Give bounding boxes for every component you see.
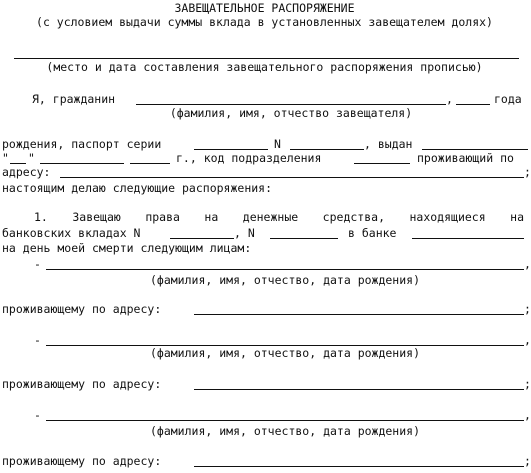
issued-label: , выдан (364, 137, 413, 151)
bank-name-field[interactable] (412, 238, 524, 239)
heir-1-semicolon: ; (524, 302, 531, 316)
account-1-field[interactable] (170, 238, 234, 239)
heir-1-caption: (фамилия, имя, отчество, дата рождения) (149, 273, 421, 287)
issued-by-field[interactable] (422, 149, 528, 150)
heir-2-caption: (фамилия, имя, отчество, дата рождения) (149, 346, 421, 360)
testator-name-field[interactable] (136, 104, 446, 105)
issue-day-field[interactable] (10, 163, 26, 164)
clause-1-line-1: 1. Завещаю права на денежные средства, находящиеся на (34, 210, 524, 224)
citizen-label: Я, гражданин (32, 92, 116, 106)
heir-3-dash: - (34, 408, 41, 422)
declaration-line: настоящим делаю следующие распоряжения: (2, 181, 273, 195)
passport-number-field[interactable] (290, 149, 364, 150)
heir-2-comma: , (524, 333, 531, 347)
heir-1-name-field[interactable] (46, 269, 524, 270)
clause-1-accounts-label: банковских вкладах N (2, 226, 141, 240)
year-and-code-label: г., код подразделения (176, 151, 322, 165)
clause-1-second-account: , N (234, 226, 255, 240)
residing-label: проживающий по (417, 151, 514, 165)
place-date-caption: (место и дата составления завещательного распоряжения прописью) (46, 60, 483, 74)
comma: , (446, 92, 453, 106)
birth-year-field[interactable] (456, 104, 490, 105)
heir-3-semicolon: ; (524, 454, 531, 468)
heir-1-address-field[interactable] (194, 314, 524, 315)
document-subtitle: (с условием выдачи суммы вклада в установленных завещателем долях) (36, 15, 493, 29)
heir-3-name-field[interactable] (46, 420, 524, 421)
clause-1-line-3: на день моей смерти следующим лицам: (2, 241, 252, 255)
issue-month-field[interactable] (40, 163, 124, 164)
birth-passport-label: рождения, паспорт серии (2, 137, 162, 151)
passport-series-field[interactable] (194, 149, 268, 150)
quote-open: " (2, 151, 9, 165)
heir-1-dash: - (34, 257, 41, 271)
heir-1-comma: , (524, 257, 531, 271)
issue-year-field[interactable] (130, 163, 170, 164)
heir-3-address-field[interactable] (194, 466, 524, 467)
heir-1-address-label: проживающему по адресу: (2, 302, 162, 316)
testator-address-field[interactable] (60, 177, 524, 178)
heir-2-dash: - (34, 333, 41, 347)
testator-caption: (фамилия, имя, отчество завещателя) (169, 106, 413, 120)
heir-3-caption: (фамилия, имя, отчество, дата рождения) (149, 424, 421, 438)
heir-2-address-label: проживающему по адресу: (2, 377, 162, 391)
heir-3-comma: , (524, 408, 531, 422)
account-2-field[interactable] (270, 238, 338, 239)
document-title: ЗАВЕЩАТЕЛЬНОЕ РАСПОРЯЖЕНИЕ (174, 1, 355, 15)
year-suffix: года (494, 92, 522, 106)
division-code-field[interactable] (354, 163, 410, 164)
address-label: адресу: (2, 165, 51, 179)
semicolon: ; (524, 165, 531, 179)
quote-close: " (28, 151, 35, 165)
heir-2-semicolon: ; (524, 377, 531, 391)
heir-3-address-label: проживающему по адресу: (2, 454, 162, 468)
place-date-field[interactable] (14, 58, 519, 59)
number-sign: N (274, 137, 281, 151)
heir-2-address-field[interactable] (194, 389, 524, 390)
clause-1-bank-label: в банке (348, 226, 397, 240)
